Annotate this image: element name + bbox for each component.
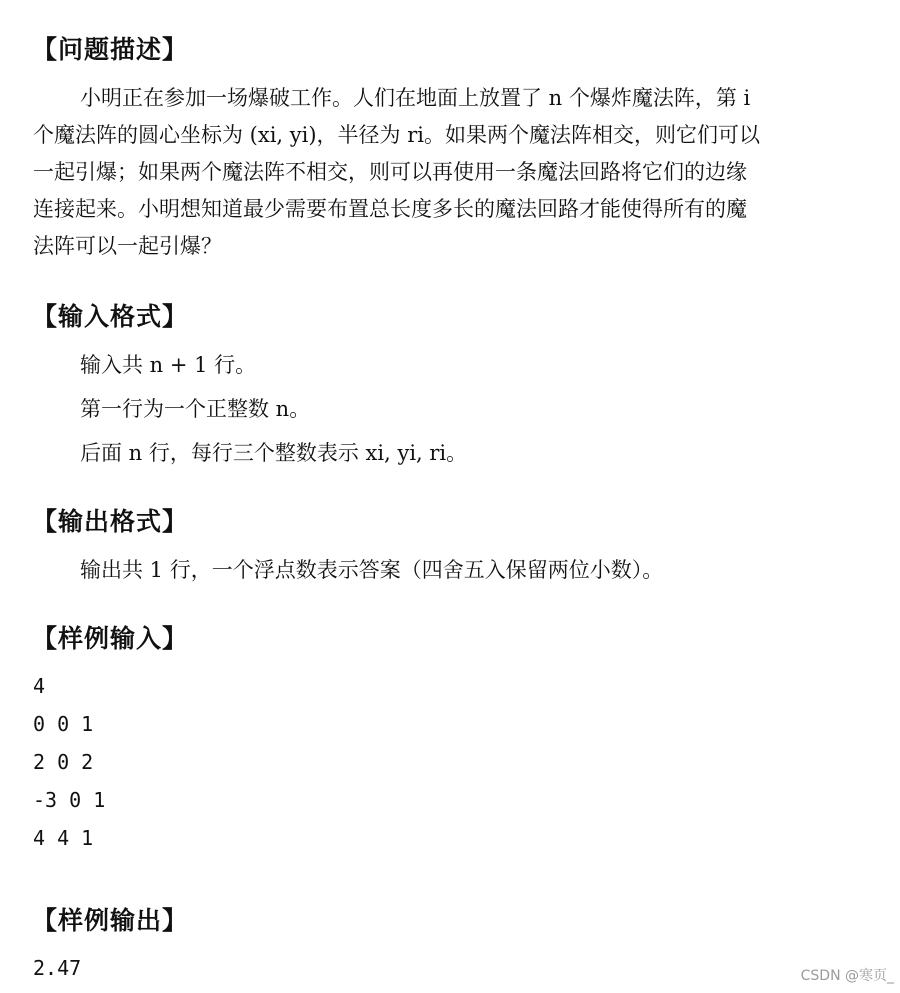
sample-input-line: 4 4 1	[33, 826, 94, 850]
problem-line-3: 一起引爆；如果两个魔法阵不相交，则可以再使用一条魔法回路将它们的边缘	[33, 160, 747, 184]
output-line-1: 输出共 1 行，一个浮点数表示答案（四舍五入保留两位小数）。	[80, 558, 664, 582]
sample-input-line: 0 0 1	[33, 712, 94, 736]
input-line-1: 输入共 n + 1 行。	[80, 353, 257, 377]
input-line-2: 第一行为一个正整数 n。	[80, 397, 311, 421]
sample-output-line: 2.47	[33, 956, 82, 980]
problem-heading: 【问题描述】	[32, 35, 189, 64]
problem-line-4: 连接起来。小明想知道最少需要布置总长度多长的魔法回路才能使得所有的魔	[33, 197, 747, 221]
sample-input-line: 4	[33, 674, 46, 698]
output-heading: 【输出格式】	[32, 507, 189, 536]
problem-line-1: 小明正在参加一场爆破工作。人们在地面上放置了 n 个爆炸魔法阵，第 i	[80, 86, 751, 110]
input-heading: 【输入格式】	[32, 302, 189, 331]
watermark: CSDN @寒页_	[800, 968, 894, 984]
sample-input-line: 2 0 2	[33, 750, 94, 774]
input-line-3: 后面 n 行，每行三个整数表示 xi, yi, ri。	[80, 441, 468, 465]
sample-input-line: -3 0 1	[33, 788, 106, 812]
sample-input-heading: 【样例输入】	[32, 624, 189, 653]
problem-line-2: 个魔法阵的圆心坐标为 (xi, yi)，半径为 ri。如果两个魔法阵相交，则它们可以	[33, 123, 760, 147]
problem-line-5: 法阵可以一起引爆？	[33, 234, 222, 258]
sample-output-heading: 【样例输出】	[32, 906, 189, 935]
